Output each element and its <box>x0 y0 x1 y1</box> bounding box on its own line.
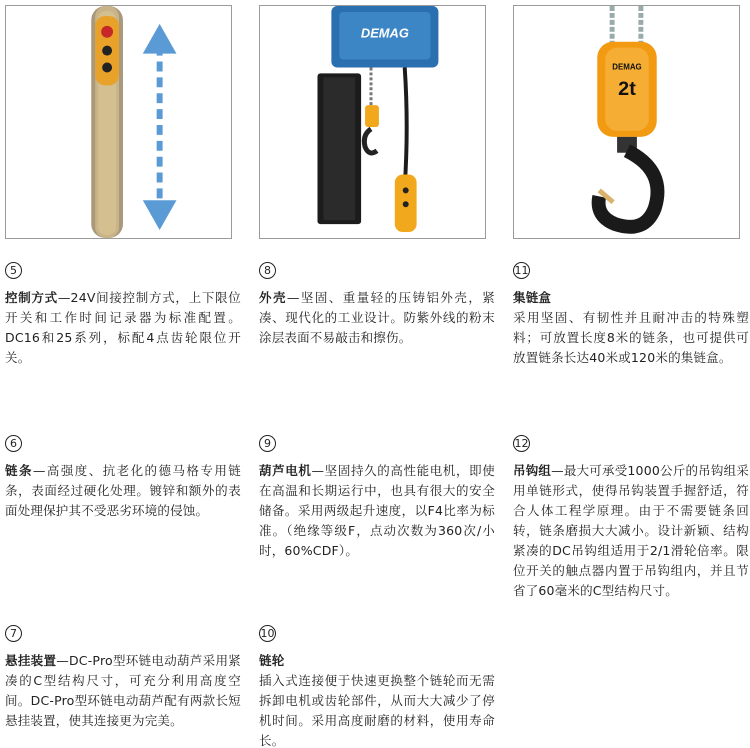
hoist-illustration <box>260 6 485 238</box>
feature-body: —坚固持久的高性能电机，即使在高温和长期运行中，也具有很大的安全储备。采用两级起升速度，以F4比率为标准。（绝缘等级F，点动次数为360次/小时，60%CDF）。 <box>259 463 495 558</box>
feature-text <box>5 651 241 731</box>
hoist-photo <box>259 5 486 239</box>
feature-title: 集链盒 <box>513 290 552 305</box>
feature-chain-wheel <box>259 622 495 748</box>
pendant-illustration <box>6 6 231 238</box>
feature-body: —最大可承受1000公斤的吊钩组采用单链形式，使得吊钩装置手握舒适，符合人体工程学原理。由于不需要链条回转，链条磨损大大减小。设计新颖、结构紧凑的DC吊钩组适用于2/1滑轮倍率。限位开关的触点器内置于吊钩组内，并且节省了60毫米的C型结构尺寸。 <box>513 463 749 598</box>
feature-chain <box>5 432 241 521</box>
feature-text <box>5 461 241 521</box>
feature-text <box>259 288 495 348</box>
feature-number: 12 <box>514 437 529 450</box>
feature-title: 吊钩组 <box>513 463 552 478</box>
feature-body: —高强度、抗老化的德马格专用链条，表面经过硬化处理。镀锌和额外的表面处理保护其不受恶劣环境的侵蚀。 <box>5 463 241 518</box>
feature-housing <box>259 259 495 348</box>
stop-button-icon <box>101 26 113 38</box>
feature-text <box>5 288 241 368</box>
feature-number: 11 <box>514 264 529 277</box>
feature-number: 7 <box>5 625 22 642</box>
feature-text <box>259 651 495 748</box>
feature-number: 9 <box>259 435 276 452</box>
feature-title: 链条 <box>5 463 33 478</box>
feature-title: 链轮 <box>259 653 285 668</box>
feature-number: 8 <box>259 262 276 279</box>
feature-hoist-motor <box>259 432 495 561</box>
hook-block-illustration <box>514 6 739 238</box>
feature-body: 插入式连接便于快速更换整个链轮而无需拆卸电机或齿轮部件，从而大大减少了停机时间。采用高度耐磨的材料，使用寿命长。 <box>259 673 495 748</box>
feature-text <box>513 288 749 368</box>
pendant-photo <box>5 5 232 239</box>
hoist-brand-logo: DEMAG <box>360 25 409 41</box>
feature-text <box>259 461 495 561</box>
feature-text <box>513 461 749 601</box>
feature-number: 10 <box>260 627 275 640</box>
feature-title: 葫芦电机 <box>259 463 312 478</box>
feature-body: —24V间接控制方式，上下限位开关和工作时间记录器为标准配置。DC16和25系列，标配4点齿轮限位开关。 <box>5 290 241 365</box>
feature-number: 5 <box>5 262 22 279</box>
feature-hook-block <box>513 432 749 601</box>
feature-chain-box <box>513 259 749 368</box>
capacity-label: 2t <box>618 78 636 101</box>
feature-title: 控制方式 <box>5 290 58 305</box>
feature-title: 悬挂装置 <box>5 653 57 668</box>
feature-number: 6 <box>5 435 22 452</box>
feature-title: 外壳 <box>259 290 287 305</box>
feature-body: 采用坚固、有韧性并且耐冲击的特殊塑料；可放置长度8米的链条，也可提供可放置链条长达40米或120米的集链盒。 <box>513 310 749 365</box>
feature-suspension <box>5 622 241 731</box>
feature-body: —坚固、重量轻的压铸铝外壳，紧凑、现代化的工业设计。防紫外线的粉末涂层表面不易敲击和擦伤。 <box>259 290 495 345</box>
feature-control-mode <box>5 259 241 368</box>
hook-brand-logo: DEMAG <box>612 62 642 72</box>
feature-body: —DC-Pro型环链电动葫芦采用紧凑的C型结构尺寸，可充分利用高度空间。DC-Pro型环链电动葫芦配有两款长短悬挂装置，使其连接更为完美。 <box>5 653 241 728</box>
hook-block-photo <box>513 5 740 239</box>
